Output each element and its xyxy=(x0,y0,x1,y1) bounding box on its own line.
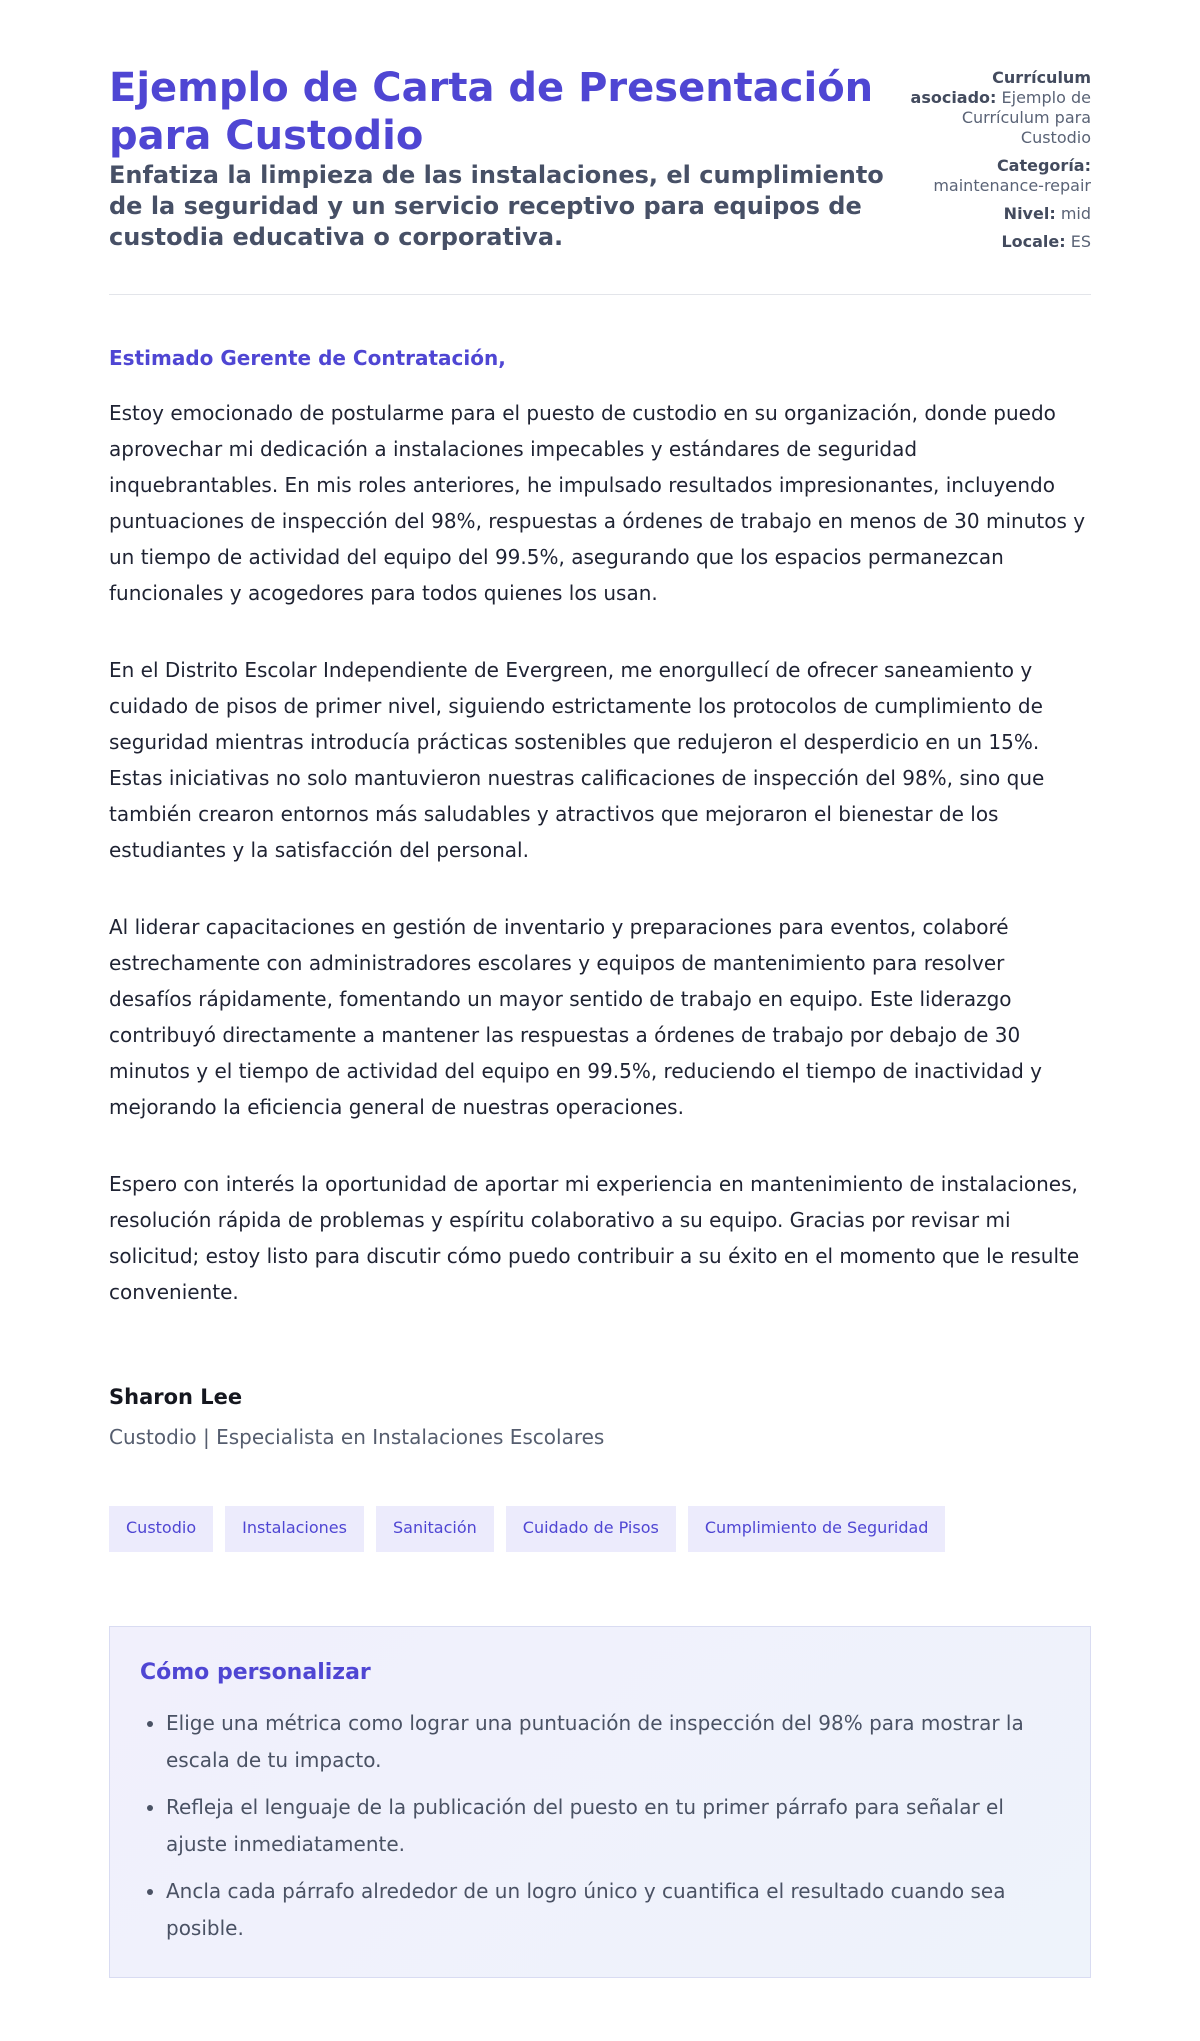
tag[interactable]: Sanitación xyxy=(376,1506,494,1552)
tag[interactable]: Cumplimiento de Seguridad xyxy=(688,1506,946,1552)
letter-paragraph: Al liderar capacitaciones en gestión de inventario y preparaciones para eventos, colaboré estrechamente con administradores escolares y equipos de mantenimiento para resolver desafíos rápidamente, fomentando un mayor sentido de trabajo en equipo. Este liderazgo contribuyó directamente a mantener las respuestas a órdenes de trabajo por debajo de 30 minutos y el tiempo de actividad del equipo en 99.5%, reduciendo el tiempo de inactividad y mejorando la eficiencia general de nuestras operaciones. xyxy=(109,915,1043,1119)
meta-resume xyxy=(901,68,1091,148)
header-titles xyxy=(109,64,899,253)
tips-list xyxy=(140,1705,1060,1947)
meta-category-value: maintenance-repair xyxy=(933,176,1091,195)
tip-item: • Ancla cada párrafo alrededor de un logro único y cuantifica el resultado cuando sea posible. xyxy=(166,1873,1060,1947)
tip-item: • Refleja el lenguaje de la publicación del puesto en tu primer párrafo para señalar el ajuste inmediatamente. xyxy=(166,1789,1060,1863)
meta-category xyxy=(901,156,1091,196)
page-title: Ejemplo de Carta de Presentación para Custodio xyxy=(109,65,874,159)
tag[interactable]: Instalaciones xyxy=(225,1506,364,1552)
customization-tips xyxy=(109,1626,1091,1978)
metadata-panel xyxy=(901,64,1091,260)
letter-body xyxy=(109,345,1091,1310)
meta-resume-value: Ejemplo de Currículum para Custodio xyxy=(961,88,1091,147)
meta-resume-label: Currículum asociado: xyxy=(910,68,1091,107)
salutation: Estimado Gerente de Contratación, xyxy=(109,346,506,370)
tips-title: Cómo personalizar xyxy=(140,1660,371,1685)
letter-paragraph: En el Distrito Escolar Independiente de Evergreen, me enorgullecí de ofrecer saneamiento y cuidado de pisos de primer nivel, siguiendo estrictamente los protocolos de cumplimiento de seguridad mientras introducía prácticas sostenibles que redujeron el desperdicio en un 15%. Estas iniciativas no solo mantuvieron nuestras calificaciones de inspección del 98%, sino que también crearon entornos más saludables y atractivos que mejoraron el bienestar de los estudiantes y la satisfacción del personal. xyxy=(109,658,1045,862)
meta-category-label: Categoría: xyxy=(996,156,1091,175)
meta-locale-label: Locale: xyxy=(1001,232,1066,251)
tag[interactable]: Custodio xyxy=(109,1506,213,1552)
tag[interactable]: Cuidado de Pisos xyxy=(506,1506,676,1552)
tip-item: • Elige una métrica como lograr una puntuación de inspección del 98% para mostrar la escala de tu impacto. xyxy=(166,1705,1060,1779)
page-header xyxy=(109,64,1091,260)
signer-title: Custodio | Especialista en Instalaciones Escolares xyxy=(109,1425,605,1449)
meta-level xyxy=(901,204,1091,224)
signer-name: Sharon Lee xyxy=(109,1385,243,1409)
page-subtitle: Enfatiza la limpieza de las instalaciones, el cumplimiento de la seguridad y un servicio receptivo para equipos de custodia educativa o corporativa. xyxy=(109,161,884,251)
meta-level-value: mid xyxy=(1060,204,1091,223)
letter-paragraph: Estoy emocionado de postularme para el puesto de custodio en su organización, donde puedo aprovechar mi dedicación a instalaciones impecables y estándares de seguridad inquebrantables. En mis roles anteriores, he impulsado resultados impresionantes, incluyendo puntuaciones de inspección del 98%, respuestas a órdenes de trabajo en menos de 30 minutos y un tiempo de actividad del equipo del 99.5%, asegurando que los espacios permanezcan funcionales y acogedores para todos quienes los usan. xyxy=(109,401,1086,605)
tag-list xyxy=(109,1506,1091,1552)
header-divider xyxy=(109,294,1091,295)
meta-locale xyxy=(901,232,1091,252)
meta-locale-value: ES xyxy=(1070,232,1091,251)
meta-level-label: Nivel: xyxy=(1003,204,1056,223)
letter-paragraph: Espero con interés la oportunidad de aportar mi experiencia en mantenimiento de instalaciones, resolución rápida de problemas y espíritu colaborativo a su equipo. Gracias por revisar mi solicitud; estoy listo para discutir cómo puedo contribuir a su éxito en el momento que le resulte conveniente. xyxy=(109,1172,1080,1304)
signature xyxy=(109,1384,1091,1450)
